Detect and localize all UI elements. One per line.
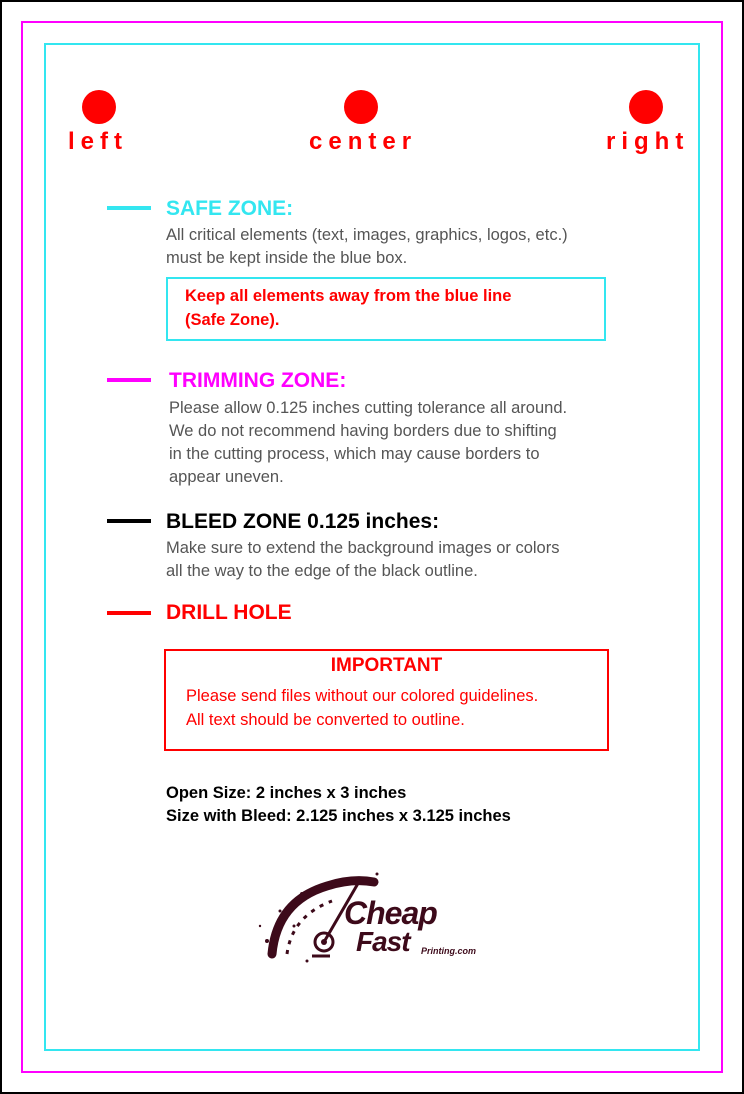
safe-zone-title: SAFE ZONE: <box>166 197 294 220</box>
drill-hole-left-marker <box>82 90 116 124</box>
drill-hole-center-marker <box>344 90 378 124</box>
drill-hole-title: DRILL HOLE <box>166 601 292 624</box>
bleed-zone-description: Make sure to extend the background images or colors all the way to the edge of the black outline. <box>166 539 560 580</box>
trimming-zone-legend-line <box>107 378 151 382</box>
bleed-zone-legend-line <box>107 519 151 523</box>
drill-hole-center-label: center <box>309 128 418 155</box>
logo-text-fast: Fast <box>356 926 410 957</box>
drill-hole-right-marker <box>629 90 663 124</box>
size-info <box>166 782 511 828</box>
open-size-text: Open Size: 2 inches x 3 inches <box>166 784 407 802</box>
drill-hole-right-label: right <box>606 128 690 155</box>
important-notice-text: Please send files without our colored guidelines. All text should be converted to outline. <box>186 687 539 729</box>
logo-text-cheap: Cheap <box>344 895 437 931</box>
safe-zone-description: All critical elements (text, images, graphics, logos, etc.) must be kept inside the blue box. <box>166 226 568 267</box>
drill-hole-left-label: left <box>68 128 128 155</box>
bleed-size-text: Size with Bleed: 2.125 inches x 3.125 inches <box>166 807 511 825</box>
trimming-zone-title: TRIMMING ZONE: <box>169 369 347 392</box>
drill-hole-legend-line <box>107 611 151 615</box>
important-notice-title: IMPORTANT <box>330 655 443 676</box>
safe-zone-legend-line <box>107 206 151 210</box>
logo-text-printing: Printing.com <box>421 946 477 956</box>
trimming-zone-description: Please allow 0.125 inches cutting tolerance all around. We do not recommend having borders due to shifting in the cutting process, which may cause borders to appear uneven. <box>169 399 568 486</box>
bleed-zone-title: BLEED ZONE 0.125 inches: <box>166 510 440 533</box>
safe-zone-warning-text: Keep all elements away from the blue line (Safe Zone). <box>185 287 512 329</box>
